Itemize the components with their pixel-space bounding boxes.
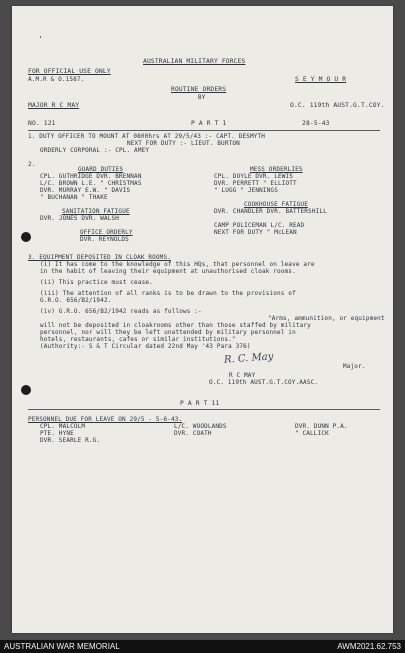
official-use-label: FOR OFFICIAL USE ONLY [28, 68, 111, 75]
order-date: 28-5-43 [302, 120, 330, 127]
routine-orders-heading: ROUTINE ORDERS [171, 86, 227, 93]
leave-entry: PTE. HYNE [40, 430, 74, 437]
office-orderly-heading: OFFICE ORDERLY [80, 229, 133, 236]
amr-reference: A.M.R & O.1587. [28, 76, 85, 83]
leave-entry: DVR. DUNN P.A. [295, 423, 348, 430]
document-page [12, 6, 393, 633]
guard-duties-heading: GUARD DUTIES [78, 166, 124, 173]
tick-mark: ' [38, 35, 43, 44]
part-two-heading: P A R T 11 [180, 400, 220, 407]
mess-orderlies-heading: MESS ORDERLIES [250, 166, 303, 173]
forces-heading: AUSTRALIAN MILITARY FORCES [143, 58, 246, 65]
paragraph-line: (iii) The attention of all ranks is to be drawn to the provisions of [40, 290, 296, 297]
paragraph-line: (ii) This practice must cease. [40, 279, 153, 286]
paragraph-line: in the habit of leaving their equipment at unauthorised cloak rooms. [40, 268, 296, 275]
signatory-title: O.C. 119th AUST.G.T.COY.AASC. [209, 379, 319, 386]
quote-line: "Arms, ammunition, or equipment [268, 315, 385, 322]
equipment-heading: 3. EQUIPMENT DEPOSITED IN CLOAK ROOMS. [28, 254, 171, 261]
order-number: NO. 121 [28, 120, 56, 127]
mess-row: " LUGG " JENNINGS [214, 187, 278, 194]
signature-rank: Major. [343, 363, 366, 370]
sanitation-heading: SANITATION FATIGUE [62, 208, 130, 215]
leave-entry: " CALLICK [295, 430, 329, 437]
guard-row: DVR. MURRAY E.W. " DAVIS [40, 187, 131, 194]
guard-row: " BUCHANAN " THAKE [40, 194, 108, 201]
next-duty-line: NEXT FOR DUTY :- LIEUT. BURTON [127, 140, 240, 147]
authority-line: (Authority:- S & T Circular dated 22nd May '43 Para 376) [40, 343, 251, 350]
cookhouse-row: DVR. CHANDLER DVR. BATTERSHILL [214, 208, 327, 215]
oc-title: O.C. 119th AUST.G.T.COY. [290, 102, 385, 109]
sanitation-row: DVR. JONES DVR. WALSH [40, 215, 120, 222]
guard-row: CPL. GUTHRIDGE DVR. BRENNAN [40, 173, 142, 180]
signatory-name: R C MAY [229, 372, 256, 379]
leave-entry: CPL. MALCOLM [40, 423, 86, 430]
mess-row: CPL. DOYLE DVR. LEWIS [214, 173, 294, 180]
handwritten-signature: R. C. May [223, 351, 274, 366]
paragraph-line: (i) It has come to the knowledge of this HQs, that personnel on leave are [40, 261, 315, 268]
header-rule [28, 130, 380, 131]
quote-line: personnel, nor will they be left unattended by military personnel in [40, 329, 296, 336]
camp-next-duty-row: NEXT FOR DUTY " McLEAN [214, 229, 297, 236]
major-name: MAJOR R C MAY [28, 102, 80, 109]
part-one-heading: P A R T 1 [191, 120, 227, 127]
paragraph-line: (iv) G.R.O. 656/B2/1942 reads as follows :- [40, 308, 202, 315]
quote-line: hotels, restaurants, cafes or similar institutions." [40, 336, 236, 343]
location-heading: S E Y M O U R [295, 76, 347, 83]
footer-bar [0, 640, 405, 653]
part-two-rule [28, 409, 380, 410]
cookhouse-heading: COOKHOUSE FATIGUE [244, 201, 308, 208]
guard-row: L/C. BROWN L.E. " CHRISTMAS [40, 180, 142, 187]
orderly-corporal-line: ORDERLY CORPORAL :- CPL. AMEY [40, 147, 150, 154]
punch-hole [21, 232, 31, 242]
institution-credit: AUSTRALIAN WAR MEMORIAL [4, 642, 120, 651]
section-two-number: 2. [28, 161, 36, 168]
by-label: BY [198, 94, 206, 101]
leave-entry: L/C. WOODLANDS [174, 423, 227, 430]
office-orderly-row: DVR. REYNOLDS [80, 236, 129, 243]
duty-officer-line: 1. DUTY OFFICER TO MOUNT AT 0800hrs AT 29/5/43 :- CAPT. DESMYTH [28, 133, 266, 140]
paragraph-line: G.R.O. 656/B2/1942. [40, 297, 112, 304]
leave-entry: DVR. SEARLE R.G. [40, 437, 101, 444]
quote-line: will not be deposited in cloakrooms other than those staffed by military [40, 322, 311, 329]
leave-entry: DVR. COATH [174, 430, 212, 437]
punch-hole [21, 385, 31, 395]
camp-policeman-row: CAMP POLICEMAN L/C. READ [214, 222, 305, 229]
leave-heading: PERSONNEL DUE FOR LEAVE ON 29/5 - 5-6-43. [28, 416, 183, 423]
accession-number: AWM2021.62.753 [337, 642, 401, 651]
mess-row: DVR. PERRETT " ELLIOTT [214, 180, 297, 187]
